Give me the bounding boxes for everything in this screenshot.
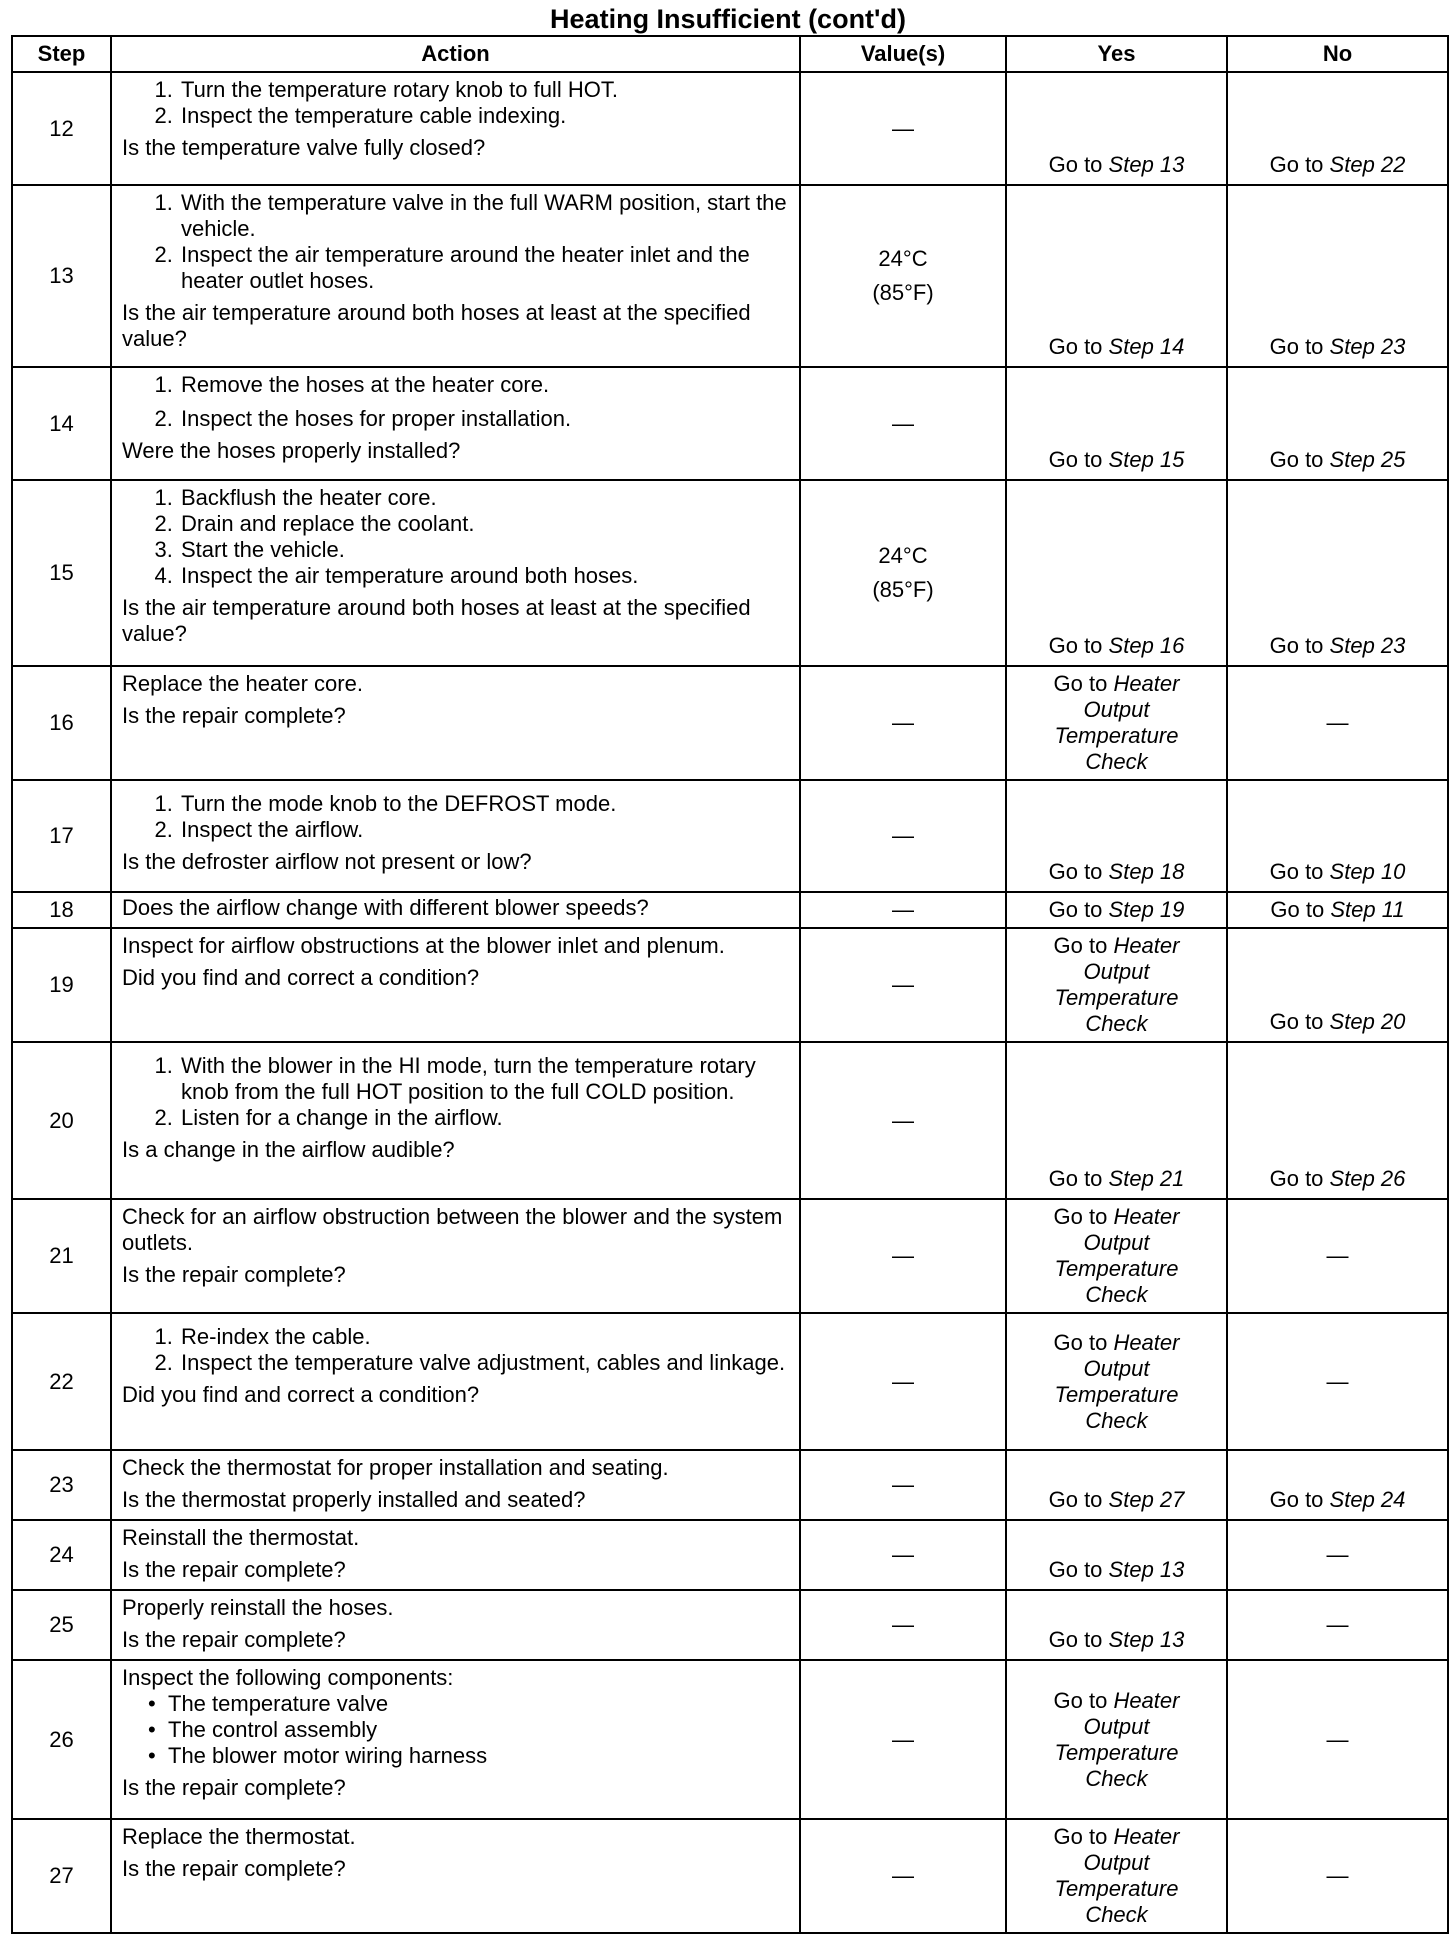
- no-cell: [1227, 780, 1448, 892]
- goto-label: Go to: [1270, 897, 1325, 922]
- step-link[interactable]: Step 18: [1108, 859, 1185, 884]
- page-title: Heating Insufficient (cont'd): [550, 4, 906, 34]
- yes-cell: [1006, 780, 1227, 892]
- action-steps: [122, 791, 789, 843]
- action-text: Inspect for airflow obstructions at the blower inlet and plenum.: [122, 933, 725, 958]
- list-item: 1. Backflush the heater core.: [179, 485, 789, 511]
- yes-cell: [1006, 892, 1227, 928]
- value-cell: —: [800, 1660, 1006, 1819]
- step-number: 17: [12, 780, 111, 892]
- step-link[interactable]: Step 13: [1108, 152, 1185, 177]
- heater-check-link[interactable]: Heater: [1113, 1687, 1180, 1713]
- heater-check-link[interactable]: Temperature: [1054, 1876, 1179, 1901]
- heater-check-link[interactable]: Heater: [1113, 1824, 1180, 1849]
- table-row: [12, 1660, 1448, 1819]
- component-list: [122, 1691, 789, 1769]
- question: Were the hoses properly installed?: [122, 438, 461, 463]
- yes-cell[interactable]: [1006, 1313, 1227, 1450]
- value-cell: —: [800, 1199, 1006, 1313]
- question: Is the defroster airflow not present or low?: [122, 849, 532, 874]
- heater-check-link[interactable]: Output: [1083, 1850, 1150, 1875]
- step-link[interactable]: Step 14: [1108, 334, 1185, 359]
- goto-label: Go to: [1048, 859, 1103, 884]
- value-celsius: 24°C: [878, 543, 928, 568]
- step-link[interactable]: Step 22: [1329, 152, 1406, 177]
- action-cell: [111, 367, 800, 480]
- list-item: 4. Inspect the air temperature around both hoses.: [179, 563, 789, 589]
- list-item: 1. With the temperature valve in the full WARM position, start the vehicle.: [179, 190, 789, 242]
- list-item: 2. Inspect the temperature cable indexing.: [179, 103, 789, 129]
- action-steps: [122, 1324, 789, 1376]
- heater-check-link[interactable]: Heater: [1113, 671, 1180, 696]
- action-cell: [111, 1520, 800, 1590]
- heater-check-link[interactable]: Output: [1083, 1355, 1150, 1381]
- goto-label: Go to: [1048, 1166, 1103, 1191]
- goto-label: Go to: [1269, 1009, 1324, 1034]
- goto-label: Go to: [1269, 334, 1324, 359]
- action-steps: [122, 372, 789, 432]
- goto-label: Go to: [1269, 1487, 1324, 1512]
- no-cell: [1227, 1042, 1448, 1199]
- heater-check-link[interactable]: Heater: [1113, 1204, 1180, 1229]
- yes-cell[interactable]: [1006, 1660, 1227, 1819]
- yes-cell[interactable]: [1006, 1819, 1227, 1933]
- value-cell: —: [800, 666, 1006, 780]
- header-values: Value(s): [800, 36, 1006, 72]
- list-item: • The temperature valve: [164, 1691, 789, 1717]
- table-row: [12, 928, 1448, 1042]
- heater-check-link[interactable]: Output: [1083, 959, 1150, 984]
- no-cell: —: [1227, 1590, 1448, 1660]
- step-link[interactable]: Step 26: [1329, 1166, 1406, 1191]
- no-cell: [1227, 1450, 1448, 1520]
- table-row: [12, 185, 1448, 367]
- question: Is the repair complete?: [122, 1627, 346, 1652]
- goto-label: Go to: [1053, 933, 1108, 958]
- goto-label: Go to: [1053, 671, 1108, 696]
- heater-check-link[interactable]: Check: [1085, 749, 1148, 774]
- no-cell: [1227, 892, 1448, 928]
- no-cell: [1227, 72, 1448, 185]
- action-cell: [111, 1313, 800, 1450]
- header-yes: Yes: [1006, 36, 1227, 72]
- step-number: 22: [12, 1313, 111, 1450]
- question: Is the air temperature around both hoses at least at the specified value?: [122, 595, 751, 646]
- list-item: 2. Inspect the hoses for proper installation.: [179, 406, 789, 432]
- heater-check-link[interactable]: Check: [1085, 1011, 1148, 1036]
- goto-label: Go to: [1053, 1329, 1108, 1355]
- step-link[interactable]: Step 23: [1329, 334, 1406, 359]
- action-cell: [111, 480, 800, 666]
- action-text: Check the thermostat for proper installation and seating.: [122, 1455, 669, 1480]
- value-cell: [800, 185, 1006, 367]
- goto-label: Go to: [1269, 152, 1324, 177]
- list-item: 1. Turn the mode knob to the DEFROST mode.: [179, 791, 789, 817]
- yes-cell: [1006, 185, 1227, 367]
- heater-check-link[interactable]: Check: [1085, 1407, 1148, 1433]
- action-text: Replace the heater core.: [122, 671, 363, 696]
- heater-check-link[interactable]: Output: [1083, 1230, 1150, 1255]
- goto-label: Go to: [1053, 1687, 1108, 1713]
- step-number: 26: [12, 1660, 111, 1819]
- value-cell: —: [800, 367, 1006, 480]
- action-cell: [111, 1660, 800, 1819]
- value-cell: —: [800, 1313, 1006, 1450]
- heater-check-link[interactable]: Check: [1085, 1902, 1148, 1927]
- action-cell: [111, 1819, 800, 1933]
- question: Is the repair complete?: [122, 1775, 346, 1800]
- yes-cell: [1006, 72, 1227, 185]
- header-row: [12, 36, 1448, 72]
- action-text: Inspect the following components:: [122, 1665, 454, 1690]
- list-item: 1. Re-index the cable.: [179, 1324, 789, 1350]
- header-no: No: [1227, 36, 1448, 72]
- value-cell: —: [800, 1042, 1006, 1199]
- list-item: • The control assembly: [164, 1717, 789, 1743]
- step-number: 12: [12, 72, 111, 185]
- goto-label: Go to: [1053, 1824, 1108, 1849]
- action-cell: [111, 1450, 800, 1520]
- list-item: 3. Start the vehicle.: [179, 537, 789, 563]
- heater-check-link[interactable]: Temperature: [1054, 1739, 1179, 1765]
- step-link[interactable]: Step 23: [1329, 633, 1406, 658]
- step-number: 15: [12, 480, 111, 666]
- heater-check-link[interactable]: Temperature: [1054, 723, 1179, 748]
- question: Is a change in the airflow audible?: [122, 1137, 455, 1162]
- action-cell: [111, 780, 800, 892]
- list-item: 1. With the blower in the HI mode, turn the temperature rotary knob from the full HOT position to the full COLD position.: [179, 1053, 789, 1105]
- heater-check-link[interactable]: Check: [1085, 1282, 1148, 1307]
- no-cell: —: [1227, 666, 1448, 780]
- step-number: 24: [12, 1520, 111, 1590]
- step-number: 27: [12, 1819, 111, 1933]
- question: Did you find and correct a condition?: [122, 965, 480, 990]
- value-fahrenheit: (85°F): [872, 577, 934, 602]
- table-row: [12, 1590, 1448, 1660]
- table-row: [12, 480, 1448, 666]
- value-celsius: 24°C: [878, 246, 928, 271]
- step-link[interactable]: Step 15: [1108, 447, 1185, 472]
- list-item: 2. Inspect the temperature valve adjustment, cables and linkage.: [179, 1350, 789, 1376]
- action-cell: [111, 72, 800, 185]
- step-link[interactable]: Step 24: [1329, 1487, 1406, 1512]
- no-cell: —: [1227, 1520, 1448, 1590]
- goto-label: Go to: [1048, 152, 1103, 177]
- goto-label: Go to: [1269, 859, 1324, 884]
- step-number: 25: [12, 1590, 111, 1660]
- value-cell: —: [800, 892, 1006, 928]
- yes-cell[interactable]: [1006, 666, 1227, 780]
- no-cell: —: [1227, 1660, 1448, 1819]
- step-link[interactable]: Step 19: [1108, 897, 1185, 922]
- heater-check-link[interactable]: Output: [1083, 697, 1150, 722]
- action-cell: [111, 1590, 800, 1660]
- value-cell: —: [800, 928, 1006, 1042]
- header-action: Action: [111, 36, 800, 72]
- table-row: [12, 1520, 1448, 1590]
- header-step: Step: [12, 36, 111, 72]
- step-link[interactable]: Step 16: [1108, 633, 1185, 658]
- step-number: 19: [12, 928, 111, 1042]
- question: Is the repair complete?: [122, 1856, 346, 1881]
- table-row: [12, 666, 1448, 780]
- value-cell: —: [800, 1590, 1006, 1660]
- yes-cell: [1006, 1590, 1227, 1660]
- goto-label: Go to: [1048, 1557, 1103, 1582]
- question: Is the repair complete?: [122, 1262, 346, 1287]
- yes-cell: [1006, 1450, 1227, 1520]
- no-cell: —: [1227, 1199, 1448, 1313]
- action-text: Check for an airflow obstruction between the blower and the system outlets.: [122, 1204, 783, 1255]
- list-item: 2. Inspect the air temperature around the heater inlet and the heater outlet hoses.: [179, 242, 789, 294]
- yes-cell: [1006, 1042, 1227, 1199]
- step-number: 20: [12, 1042, 111, 1199]
- table-row: [12, 892, 1448, 928]
- step-link[interactable]: Step 25: [1329, 447, 1406, 472]
- step-number: 21: [12, 1199, 111, 1313]
- value-cell: —: [800, 1819, 1006, 1933]
- goto-label: Go to: [1048, 1627, 1103, 1652]
- action-steps: [122, 1053, 789, 1131]
- heater-check-link[interactable]: Temperature: [1054, 985, 1179, 1010]
- heater-check-link[interactable]: Heater: [1113, 1329, 1180, 1355]
- step-number: 16: [12, 666, 111, 780]
- goto-label: Go to: [1269, 633, 1324, 658]
- value-cell: —: [800, 780, 1006, 892]
- step-link[interactable]: Step 13: [1108, 1557, 1185, 1582]
- no-cell: [1227, 480, 1448, 666]
- step-link[interactable]: Step 13: [1108, 1627, 1185, 1652]
- table-row: [12, 1313, 1448, 1450]
- action-steps: [122, 190, 789, 294]
- question: Is the air temperature around both hoses at least at the specified value?: [122, 300, 751, 351]
- goto-label: Go to: [1269, 447, 1324, 472]
- no-cell: —: [1227, 1819, 1448, 1933]
- yes-cell[interactable]: [1006, 928, 1227, 1042]
- table-row: [12, 367, 1448, 480]
- action-cell: [111, 185, 800, 367]
- goto-label: Go to: [1048, 1487, 1103, 1512]
- heater-check-link[interactable]: Heater: [1113, 933, 1180, 958]
- action-cell: [111, 1042, 800, 1199]
- question: Is the thermostat properly installed and seated?: [122, 1487, 586, 1512]
- list-item: • The blower motor wiring harness: [164, 1743, 789, 1769]
- heater-check-link[interactable]: Temperature: [1054, 1256, 1179, 1281]
- table-row: [12, 1199, 1448, 1313]
- heater-check-link[interactable]: Temperature: [1054, 1381, 1179, 1407]
- yes-cell: [1006, 367, 1227, 480]
- table-row: [12, 72, 1448, 185]
- no-cell: [1227, 185, 1448, 367]
- step-link[interactable]: Step 11: [1330, 897, 1405, 922]
- heater-check-link[interactable]: Output: [1083, 1713, 1150, 1739]
- value-cell: —: [800, 1450, 1006, 1520]
- table-row: [12, 1819, 1448, 1933]
- value-fahrenheit: (85°F): [872, 280, 934, 305]
- question: Is the repair complete?: [122, 703, 346, 728]
- step-link[interactable]: Step 20: [1329, 1009, 1406, 1034]
- list-item: 1. Turn the temperature rotary knob to full HOT.: [179, 77, 789, 103]
- goto-label: Go to: [1048, 633, 1103, 658]
- value-cell: —: [800, 72, 1006, 185]
- question: Is the repair complete?: [122, 1557, 346, 1582]
- question: Is the temperature valve fully closed?: [122, 135, 486, 160]
- step-number: 13: [12, 185, 111, 367]
- step-link[interactable]: Step 21: [1108, 1166, 1185, 1191]
- value-cell: [800, 480, 1006, 666]
- action-cell: [111, 666, 800, 780]
- table-row: [12, 1042, 1448, 1199]
- heater-check-link[interactable]: Check: [1085, 1765, 1148, 1791]
- action-steps: [122, 77, 789, 129]
- no-cell: [1227, 367, 1448, 480]
- action-text: Reinstall the thermostat.: [122, 1525, 360, 1550]
- no-cell: —: [1227, 1313, 1448, 1450]
- step-number: 18: [12, 892, 111, 928]
- table-row: [12, 1450, 1448, 1520]
- action-cell: [111, 1199, 800, 1313]
- action-text: Replace the thermostat.: [122, 1824, 356, 1849]
- list-item: 2. Inspect the airflow.: [179, 817, 789, 843]
- goto-label: Go to: [1048, 897, 1103, 922]
- value-cell: —: [800, 1520, 1006, 1590]
- action-steps: [122, 485, 789, 589]
- step-number: 14: [12, 367, 111, 480]
- question: Did you find and correct a condition?: [122, 1382, 480, 1407]
- step-link[interactable]: Step 27: [1108, 1487, 1185, 1512]
- step-link[interactable]: Step 10: [1329, 859, 1406, 884]
- no-cell: [1227, 928, 1448, 1042]
- goto-label: Go to: [1053, 1204, 1108, 1229]
- action-text: Properly reinstall the hoses.: [122, 1595, 394, 1620]
- goto-label: Go to: [1269, 1166, 1324, 1191]
- yes-cell: [1006, 480, 1227, 666]
- step-number: 23: [12, 1450, 111, 1520]
- list-item: 2. Drain and replace the coolant.: [179, 511, 789, 537]
- action-cell: [111, 928, 800, 1042]
- list-item: 2. Listen for a change in the airflow.: [179, 1105, 789, 1131]
- table-row: [12, 780, 1448, 892]
- diagnostic-table: [11, 35, 1449, 1934]
- goto-label: Go to: [1048, 334, 1103, 359]
- action-text: Does the airflow change with different blower speeds?: [111, 892, 800, 928]
- yes-cell[interactable]: [1006, 1199, 1227, 1313]
- list-item: 1. Remove the hoses at the heater core.: [179, 372, 789, 398]
- goto-label: Go to: [1048, 447, 1103, 472]
- yes-cell: [1006, 1520, 1227, 1590]
